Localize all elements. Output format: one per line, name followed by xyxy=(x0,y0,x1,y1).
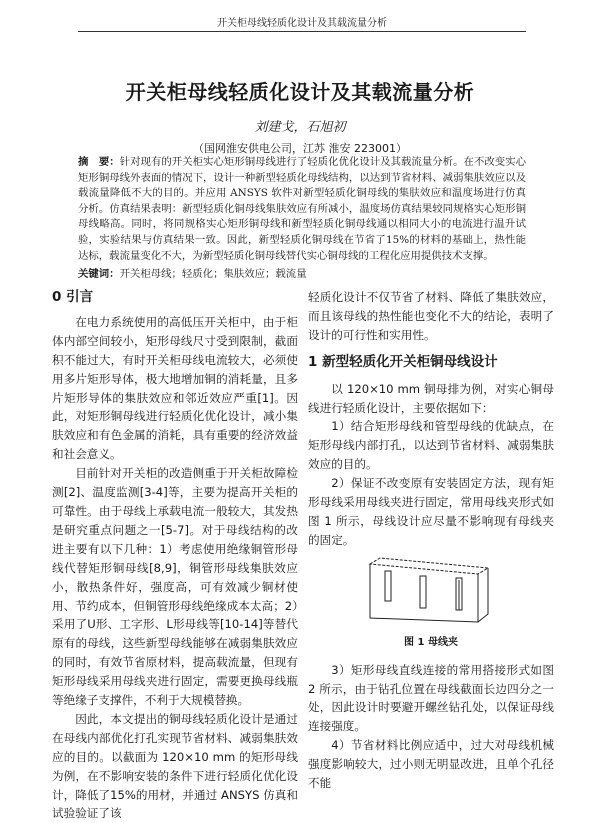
section-heading-introduction: 0 引言 xyxy=(52,289,94,305)
body-paragraph: 2）保证不改变原有安装固定方法，现有矩形母线采用母线夹进行固定，常用母线夹形式如图 1 所示，母线设计应尽量不影响现有母线夹的固定。 xyxy=(308,476,554,547)
running-head: 开关柜母线轻质化设计及其载流量分析 xyxy=(217,18,387,29)
abstract xyxy=(78,155,526,264)
body-paragraph: 目前针对开关柜的改造侧重于开关柜故障检测[2]、温度监测[3-4]等，主要为提高开关柜的可靠性。由于母线上承载电流一般较大，其发热是研究重点问题之一[5-7]。对于母线结构的改进主要有以下几种：1）考虑使用绝缘铜管形母线代替矩形铜母线[8,9]，铜管形母线集肤效应小，散热条件好，强度高，可有效减少铜材使用、节约成本，但铜管形母线绝缘成本太高；2）采用了U形、工字形、L形母线等[10-14]等替代原有的母线，这些新型母线能够在减弱集肤效应的同时，有效节省原材料，提高载流量，但现有矩形母线采用母线夹进行固定，需要更换母线瓶等绝缘子支撑件，不利于大规模替换。 xyxy=(52,466,298,708)
left-column xyxy=(52,288,298,823)
keywords-label: 关键词： xyxy=(78,268,120,280)
abstract-label: 摘 要： xyxy=(78,156,120,168)
body-paragraph: 因此，本文提出的铜母线轻质化设计是通过在母线内部优化打孔实现节省材料、减弱集肤效应的目的。以截面为 120×10 mm 的矩形母线为例，在不影响安装的条件下进行轻质化优化设计，降低了15%的用材，并通过 ANSYS 仿真和试验验证了该 xyxy=(52,711,298,821)
right-column xyxy=(308,288,554,793)
keywords xyxy=(78,265,526,280)
affiliation: （国网淮安供电公司，江苏 淮安 223001） xyxy=(193,142,407,155)
body-paragraph: 以 120×10 mm 铜母排为例，对实心铜母线进行轻质化设计，主要依据如下： xyxy=(308,381,554,415)
authors: 刘建戈，石旭初 xyxy=(254,120,346,135)
body-paragraph-continued: 轻质化设计不仅节省了材料、降低了集肤效应，而且该母线的热性能也变化不大的结论，表明了设计的可行性和实用性。 xyxy=(308,290,554,342)
abstract-text: 针对现有的开关柜实心矩形铜母线进行了轻质化优化设计及其载流量分析。在不改变实心矩形铜母线外表面的情况下，设计一种新型轻质化母线结构，以达到节省材料、减弱集肤效应以及载流量降低不大的目的。并应用 ANSYS 软件对新型轻质化铜母线的集肤效应和温度场进行仿真分析。仿真结果表明：新型轻质化铜母线集肤效应有所减小，温度场仿真结果较同规格实心矩形铜母线略高。同时，将同规格实心矩形铜母线和新型轻质化铜母线通以相同大小的电流进行温升试验，实验结果与仿真结果一致。因此，新型轻质化铜母线在节省了15%的材料的基础上，热性能达标，载流量变化不大，为新型轻质化铜母线替代实心铜母线的工程化应用提供技术支撑。 xyxy=(78,156,527,262)
keywords-text: 开关柜母线；轻质化；集肤效应；载流量 xyxy=(119,268,307,280)
paper-title: 开关柜母线轻质化设计及其载流量分析 xyxy=(125,80,475,104)
body-paragraph: 3）矩形母线直线连接的常用搭接形式如图 2 所示，由于钻孔位置在母线截面长边四分之一处，因此设计时要避开螺丝钻孔处，以保证母线连接强度。 xyxy=(308,662,554,734)
header-rule xyxy=(78,31,526,32)
body-paragraph: 在电力系统使用的高低压开关柜中，由于柜体内部空间较小，矩形母线尺寸受到限制，截面积不能过大，有时开关柜母线电流较大，必须使用多片矩形导体，极大地增加铜的消耗量，且多片矩形导体的集肤效应和邻近效应严重[1]。因此，对矩形铜母线进行轻质化优化设计，减小集肤效应和有色金属的消耗，具有重要的经济效益和社会意义。 xyxy=(52,314,298,462)
body-paragraph: 4）节省材料比例应适中，过大对母线机械强度影响较大，过小则无明显改进，且单个孔径不能 xyxy=(308,738,554,791)
figure-busbar-clamp xyxy=(308,556,554,626)
section-heading-design: 1 新型轻质化开关柜铜母线设计 xyxy=(308,353,498,370)
figure-caption: 图 1 母线夹 xyxy=(404,636,458,648)
body-paragraph: 1）结合矩形母线和管型母线的优缺点，在矩形母线内部打孔，以达到节省材料、减弱集肤效应的目的。 xyxy=(308,419,554,472)
